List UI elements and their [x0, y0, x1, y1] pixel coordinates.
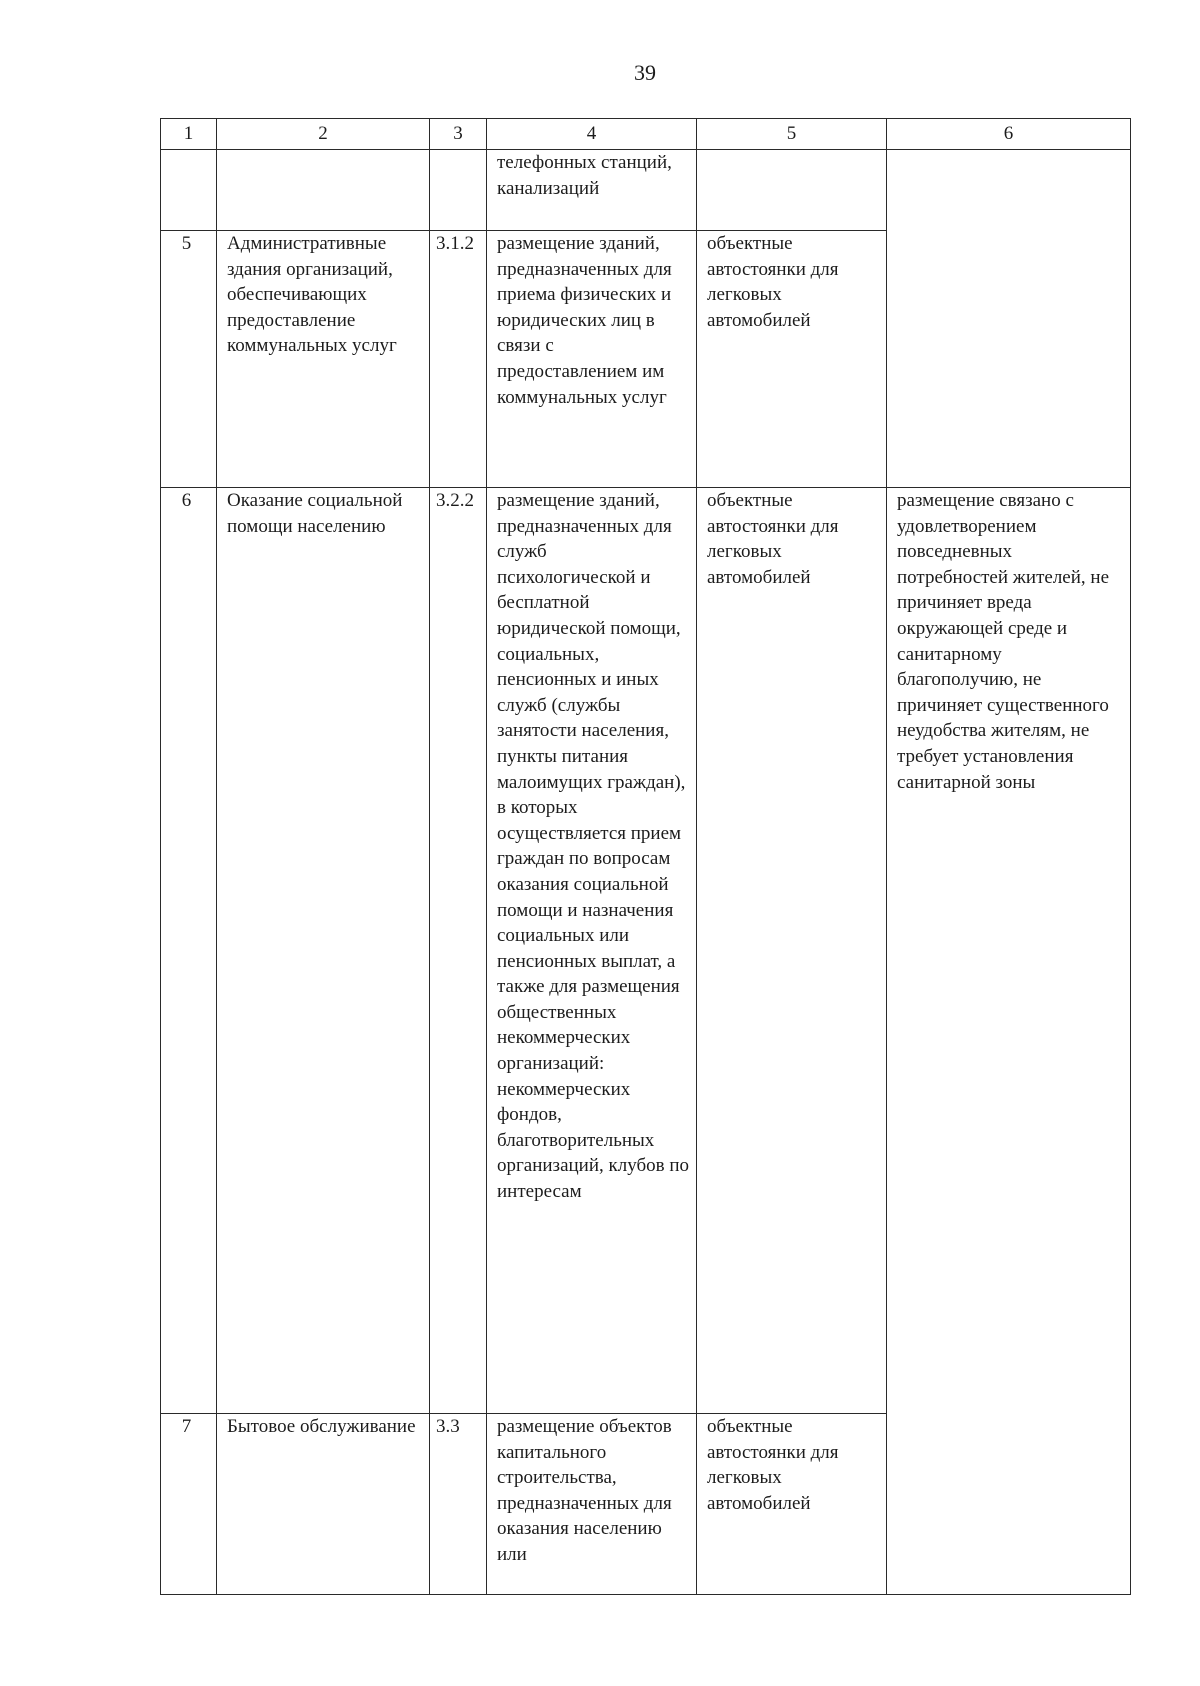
column-header-5: 5	[697, 119, 887, 150]
use-description-cell: размещение зданий, предназначенных для приема физических и юридических лиц в связи с предоставлением им коммунальных услуг	[487, 231, 697, 488]
parking-cell	[697, 150, 887, 231]
conditions-cell: размещение связано с удовлетворением повседневных потребностей жителей, не причиняет вреда окружающей среде и санитарному благополучию, не причиняет существенного неудобства жителям, не требует установления санитарной зоны	[887, 488, 1131, 1595]
use-description-cell: размещение объектов капитального строительства, предназначенных для оказания населению или	[487, 1414, 697, 1595]
use-description-cell: размещение зданий, предназначенных для служб психологической и бесплатной юридической помощи, социальных, пенсионных и иных служб (службы занятости населения, пункты питания малоимущих граждан), в которых осуществляется прием граждан по вопросам оказания социальной помощи и назначения социальных или пенсионных выплат, а также для размещения общественных некоммерческих организаций: некоммерческих фондов, благотворительных организаций, клубов по интересам	[487, 488, 697, 1414]
use-code-cell: 3.2.2	[430, 488, 487, 1414]
use-name-cell: Оказание социальной помощи населению	[217, 488, 430, 1414]
use-name-cell: Административные здания организаций, обеспечивающих предоставление коммунальных услуг	[217, 231, 430, 488]
use-code-cell	[430, 150, 487, 231]
use-name-cell: Бытовое обслуживание	[217, 1414, 430, 1595]
column-header-6: 6	[887, 119, 1131, 150]
column-header-4: 4	[487, 119, 697, 150]
use-description-cell: телефонных станций, канализаций	[487, 150, 697, 231]
table-header-row	[161, 119, 1131, 150]
page-number: 39	[634, 60, 656, 85]
parking-cell: объектные автостоянки для легковых автомобилей	[697, 488, 887, 1414]
conditions-cell	[887, 150, 1131, 488]
row-number-cell: 5	[161, 231, 217, 488]
row-number-cell: 6	[161, 488, 217, 1414]
column-header-3: 3	[430, 119, 487, 150]
table-row	[161, 150, 1131, 231]
parking-cell: объектные автостоянки для легковых автомобилей	[697, 1414, 887, 1595]
use-code-cell: 3.1.2	[430, 231, 487, 488]
use-name-cell	[217, 150, 430, 231]
table-row	[161, 488, 1131, 1414]
land-use-table	[160, 118, 1131, 1595]
use-code-cell: 3.3	[430, 1414, 487, 1595]
parking-cell: объектные автостоянки для легковых автомобилей	[697, 231, 887, 488]
row-number-cell	[161, 150, 217, 231]
row-number-cell: 7	[161, 1414, 217, 1595]
column-header-1: 1	[161, 119, 217, 150]
column-header-2: 2	[217, 119, 430, 150]
